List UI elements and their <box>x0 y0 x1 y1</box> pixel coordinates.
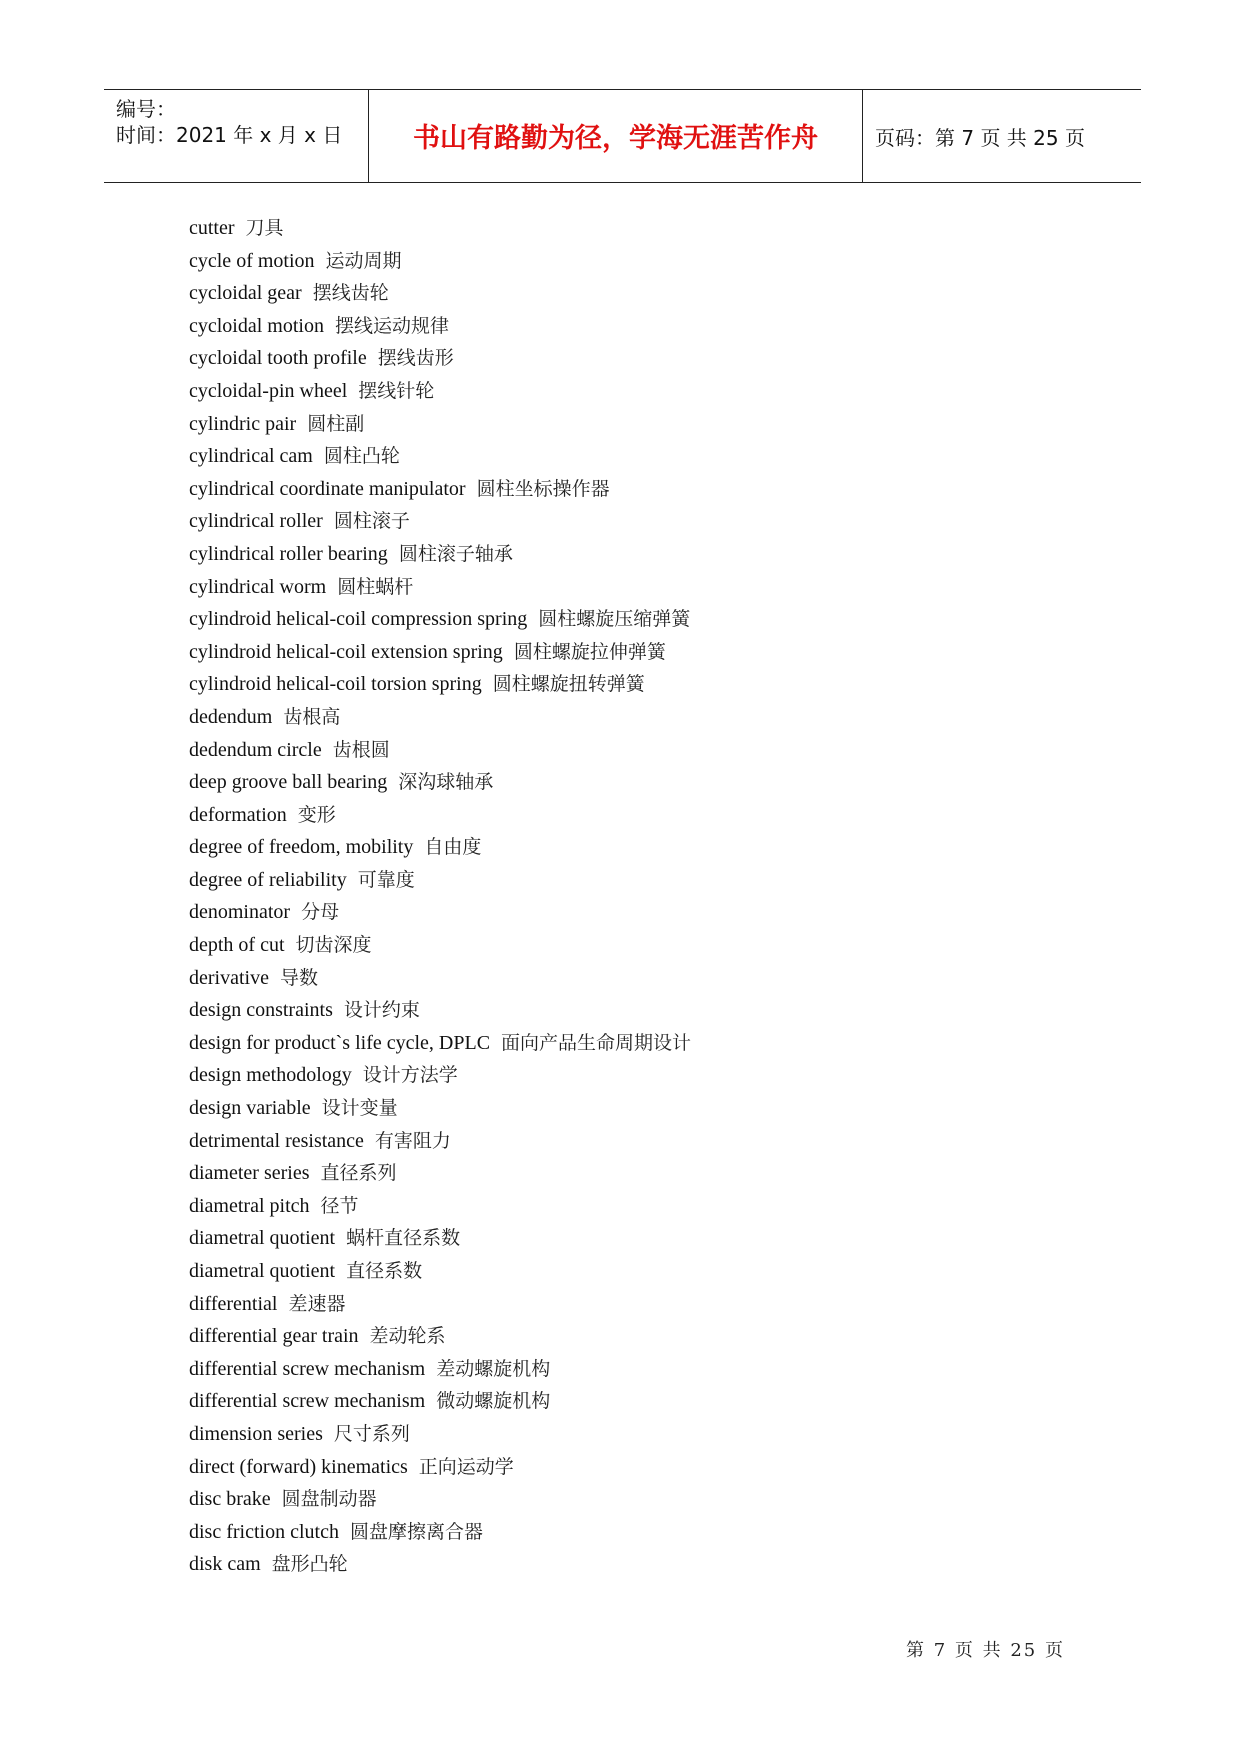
glossary-entry <box>189 408 1089 441</box>
glossary-english-term: degree of freedom, mobility <box>189 836 414 859</box>
glossary-entry <box>189 701 1089 734</box>
glossary-english-term: diametral pitch <box>189 1194 310 1217</box>
glossary-chinese-term: 圆柱螺旋扭转弹簧 <box>492 673 645 696</box>
glossary-entry <box>189 538 1089 571</box>
glossary-entry <box>189 896 1089 929</box>
glossary-english-term: diameter series <box>189 1162 310 1185</box>
document-number-label: 编号： <box>116 97 176 121</box>
glossary-entry <box>189 668 1089 701</box>
glossary-entry <box>189 1451 1089 1484</box>
glossary-entry <box>189 766 1089 799</box>
glossary-english-term: cylindrical coordinate manipulator <box>189 477 466 500</box>
glossary-chinese-term: 差速器 <box>288 1292 346 1315</box>
glossary-entry <box>189 1418 1089 1451</box>
glossary-english-term: detrimental resistance <box>189 1129 364 1152</box>
glossary-chinese-term: 摆线针轮 <box>358 379 435 402</box>
glossary-english-term: disc friction clutch <box>189 1520 339 1543</box>
glossary-english-term: cylindroid helical-coil extension spring <box>189 640 503 663</box>
glossary-chinese-term: 圆盘制动器 <box>281 1488 377 1511</box>
glossary-entry <box>189 1125 1089 1158</box>
glossary-entry <box>189 1353 1089 1386</box>
glossary-entry <box>189 1027 1089 1060</box>
glossary-chinese-term: 圆柱滚子 <box>333 510 410 533</box>
glossary-chinese-term: 深沟球轴承 <box>398 771 494 794</box>
glossary-english-term: denominator <box>189 901 291 924</box>
glossary-entry <box>189 831 1089 864</box>
glossary-entry <box>189 505 1089 538</box>
glossary-english-term: cylindric pair <box>189 412 297 435</box>
glossary-english-term: deep groove ball bearing <box>189 771 388 794</box>
glossary-chinese-term: 差动轮系 <box>369 1325 446 1348</box>
glossary-entry <box>189 929 1089 962</box>
glossary-chinese-term: 盘形凸轮 <box>271 1553 348 1576</box>
glossary-english-term: design variable <box>189 1097 311 1120</box>
glossary-entry <box>189 310 1089 343</box>
header-page-number: 页码：第 7 页 共 25 页 <box>875 126 1085 150</box>
glossary-chinese-term: 可靠度 <box>357 868 415 891</box>
glossary-entry <box>189 994 1089 1027</box>
glossary-entry <box>189 734 1089 767</box>
glossary-entry <box>189 440 1089 473</box>
header-page-cell <box>863 90 1141 182</box>
glossary-chinese-term: 变形 <box>297 803 336 826</box>
glossary-chinese-term: 切齿深度 <box>295 934 372 957</box>
glossary-chinese-term: 摆线齿轮 <box>312 282 389 305</box>
glossary-chinese-term: 圆柱螺旋压缩弹簧 <box>538 608 691 631</box>
header-info-cell <box>104 90 369 182</box>
glossary-english-term: disc brake <box>189 1488 271 1511</box>
glossary-term-list <box>189 212 1089 1581</box>
glossary-english-term: dimension series <box>189 1422 323 1445</box>
glossary-english-term: cycloidal gear <box>189 282 302 305</box>
glossary-entry <box>189 342 1089 375</box>
glossary-english-term: cylindrical worm <box>189 575 327 598</box>
glossary-entry <box>189 277 1089 310</box>
glossary-english-term: disk cam <box>189 1553 261 1576</box>
glossary-english-term: differential screw mechanism <box>189 1390 426 1413</box>
glossary-chinese-term: 蜗杆直径系数 <box>346 1227 461 1250</box>
glossary-entry <box>189 571 1089 604</box>
glossary-english-term: cycloidal motion <box>189 314 324 337</box>
glossary-chinese-term: 有害阻力 <box>374 1129 451 1152</box>
glossary-english-term: depth of cut <box>189 934 285 957</box>
glossary-english-term: differential <box>189 1292 278 1315</box>
glossary-entry <box>189 473 1089 506</box>
document-time-label: 时间：2021 年 x 月 x 日 <box>116 123 343 147</box>
glossary-english-term: differential gear train <box>189 1325 359 1348</box>
header-motto-cell <box>369 90 863 182</box>
glossary-entry <box>189 864 1089 897</box>
glossary-english-term: cylindroid helical-coil compression spring <box>189 608 528 631</box>
glossary-chinese-term: 微动螺旋机构 <box>436 1390 551 1413</box>
glossary-entry <box>189 1385 1089 1418</box>
glossary-chinese-term: 面向产品生命周期设计 <box>501 1031 692 1054</box>
glossary-english-term: cylindrical roller bearing <box>189 542 388 565</box>
glossary-entry <box>189 212 1089 245</box>
glossary-english-term: design for product`s life cycle, DPLC <box>189 1031 491 1054</box>
glossary-english-term: direct (forward) kinematics <box>189 1455 408 1478</box>
glossary-chinese-term: 圆柱副 <box>307 412 365 435</box>
glossary-english-term: design constraints <box>189 999 333 1022</box>
glossary-entry <box>189 1059 1089 1092</box>
glossary-english-term: derivative <box>189 966 269 989</box>
glossary-entry <box>189 1222 1089 1255</box>
glossary-english-term: diametral quotient <box>189 1227 336 1250</box>
glossary-chinese-term: 刀具 <box>245 217 284 239</box>
glossary-entry <box>189 1190 1089 1223</box>
glossary-chinese-term: 自由度 <box>424 836 482 859</box>
glossary-entry <box>189 1157 1089 1190</box>
glossary-entry <box>189 1288 1089 1321</box>
glossary-english-term: cylindrical roller <box>189 510 323 533</box>
glossary-entry <box>189 603 1089 636</box>
glossary-entry <box>189 1548 1089 1581</box>
glossary-chinese-term: 差动螺旋机构 <box>436 1357 551 1380</box>
glossary-entry <box>189 1092 1089 1125</box>
glossary-chinese-term: 摆线齿形 <box>377 347 454 370</box>
glossary-entry <box>189 962 1089 995</box>
document-header <box>104 89 1141 183</box>
glossary-english-term: cycle of motion <box>189 249 315 272</box>
glossary-english-term: design methodology <box>189 1064 352 1087</box>
glossary-chinese-term: 导数 <box>279 966 318 989</box>
glossary-english-term: cycloidal-pin wheel <box>189 379 348 402</box>
glossary-chinese-term: 正向运动学 <box>418 1455 514 1478</box>
footer-page-number: 第 7 页 共 25 页 <box>906 1640 1065 1661</box>
glossary-english-term: differential screw mechanism <box>189 1357 426 1380</box>
glossary-chinese-term: 齿根圆 <box>332 738 390 761</box>
glossary-chinese-term: 圆柱滚子轴承 <box>398 542 513 565</box>
glossary-chinese-term: 分母 <box>301 901 340 924</box>
glossary-chinese-term: 圆柱凸轮 <box>323 445 400 468</box>
glossary-entry <box>189 245 1089 278</box>
glossary-english-term: cylindrical cam <box>189 445 313 468</box>
glossary-chinese-term: 设计约束 <box>343 999 420 1022</box>
glossary-english-term: cutter <box>189 217 235 239</box>
glossary-chinese-term: 设计变量 <box>321 1097 398 1120</box>
glossary-entry <box>189 1320 1089 1353</box>
glossary-chinese-term: 直径系列 <box>320 1162 397 1185</box>
glossary-entry <box>189 1255 1089 1288</box>
glossary-english-term: cylindroid helical-coil torsion spring <box>189 673 482 696</box>
glossary-chinese-term: 齿根高 <box>283 705 341 728</box>
glossary-chinese-term: 尺寸系列 <box>333 1422 410 1445</box>
glossary-chinese-term: 圆柱坐标操作器 <box>476 477 610 500</box>
glossary-english-term: deformation <box>189 803 287 826</box>
glossary-entry <box>189 1483 1089 1516</box>
glossary-entry <box>189 1516 1089 1549</box>
glossary-chinese-term: 摆线运动规律 <box>334 314 449 337</box>
glossary-entry <box>189 636 1089 669</box>
glossary-chinese-term: 设计方法学 <box>362 1064 458 1087</box>
glossary-entry <box>189 375 1089 408</box>
glossary-english-term: dedendum <box>189 705 273 728</box>
glossary-english-term: diametral quotient <box>189 1260 336 1282</box>
glossary-chinese-term: 直径系数 <box>346 1260 423 1282</box>
glossary-chinese-term: 运动周期 <box>325 249 402 272</box>
glossary-english-term: dedendum circle <box>189 738 322 761</box>
glossary-chinese-term: 径节 <box>320 1194 359 1217</box>
glossary-entry <box>189 799 1089 832</box>
glossary-chinese-term: 圆柱蜗杆 <box>337 575 414 598</box>
glossary-english-term: cycloidal tooth profile <box>189 347 367 370</box>
header-motto: 书山有路勤为径，学海无涯苦作舟 <box>413 123 818 154</box>
glossary-english-term: degree of reliability <box>189 868 347 891</box>
glossary-chinese-term: 圆盘摩擦离合器 <box>349 1520 483 1543</box>
glossary-chinese-term: 圆柱螺旋拉伸弹簧 <box>513 640 666 663</box>
